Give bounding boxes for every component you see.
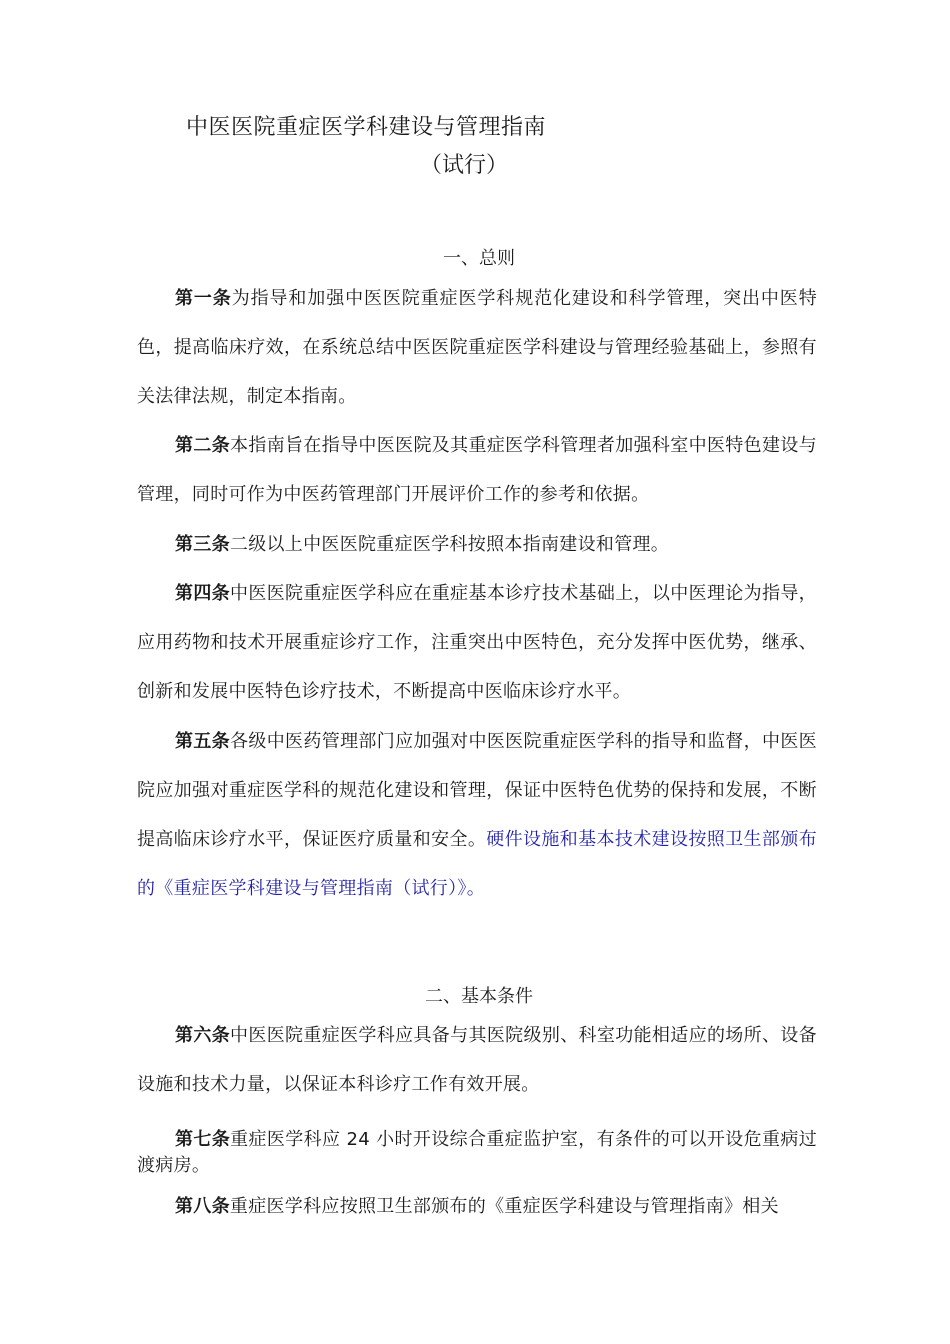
document-title: 中医医院重症医学科建设与管理指南 (186, 115, 547, 140)
article-2 (137, 421, 817, 519)
article-label: 第三条 (175, 534, 230, 555)
article-label: 第五条 (175, 731, 231, 752)
article-label: 第八条 (175, 1196, 230, 1217)
article-text: 各级中医药管理部门应加强对中医医院重症医学科的指导和监督，中医医院应加强对重症医学科的规范化建设和管理，保证中医特色优势的保持和发展，不断提高临床诊疗水平，保证医疗质量和安全。 (137, 731, 817, 850)
section-heading-general: 一、总则 (443, 248, 515, 269)
article-label: 第六条 (175, 1025, 231, 1046)
section-heading-basic-conditions: 二、基本条件 (425, 986, 533, 1007)
document-subtitle: （试行） (420, 153, 509, 178)
article-label: 第四条 (175, 583, 231, 604)
article-1 (137, 274, 817, 421)
article-8 (137, 1182, 817, 1231)
article-text: 二级以上中医医院重症医学科按照本指南建设和管理。 (229, 534, 670, 555)
article-label: 第一条 (175, 288, 232, 309)
article-text: 中医医院重症医学科应具备与其医院级别、科室功能相适应的场所、设备设施和技术力量，以保证本科诊疗工作有效开展。 (137, 1025, 817, 1095)
article-text: 为指导和加强中医医院重症医学科规范化建设和科学管理，突出中医特色，提高临床疗效，在系统总结中医医院重症医学科建设与管理经验基础上，参照有关法律法规，制定本指南。 (137, 288, 817, 407)
article-label: 第二条 (175, 435, 231, 456)
article-3 (137, 520, 817, 569)
article-text: 重症医学科应 24 小时开设综合重症监护室，有条件的可以开设危重病过渡病房。 (137, 1129, 817, 1176)
article-6 (137, 1011, 817, 1109)
article-text: 中医医院重症医学科应在重症基本诊疗技术基础上，以中医理论为指导，应用药物和技术开展重症诊疗工作，注重突出中医特色，充分发挥中医优势，继承、创新和发展中医特色诊疗技术，不断提高中医临床诊疗水平。 (137, 583, 817, 702)
highlighted-text: 硬件设施和基本技术建设按照卫生部颁布的《重症医学科建设与管理指南（试行）》。 (137, 829, 817, 899)
article-label: 第七条 (175, 1129, 231, 1150)
article-4 (137, 569, 817, 716)
article-5 (137, 717, 817, 913)
article-text: 本指南旨在指导中医医院及其重症医学科管理者加强科室中医特色建设与管理，同时可作为中医药管理部门开展评价工作的参考和依据。 (137, 435, 817, 505)
article-text: 重症医学科应按照卫生部颁布的《重症医学科建设与管理指南》相关 (229, 1196, 779, 1217)
article-7 (137, 1127, 817, 1179)
